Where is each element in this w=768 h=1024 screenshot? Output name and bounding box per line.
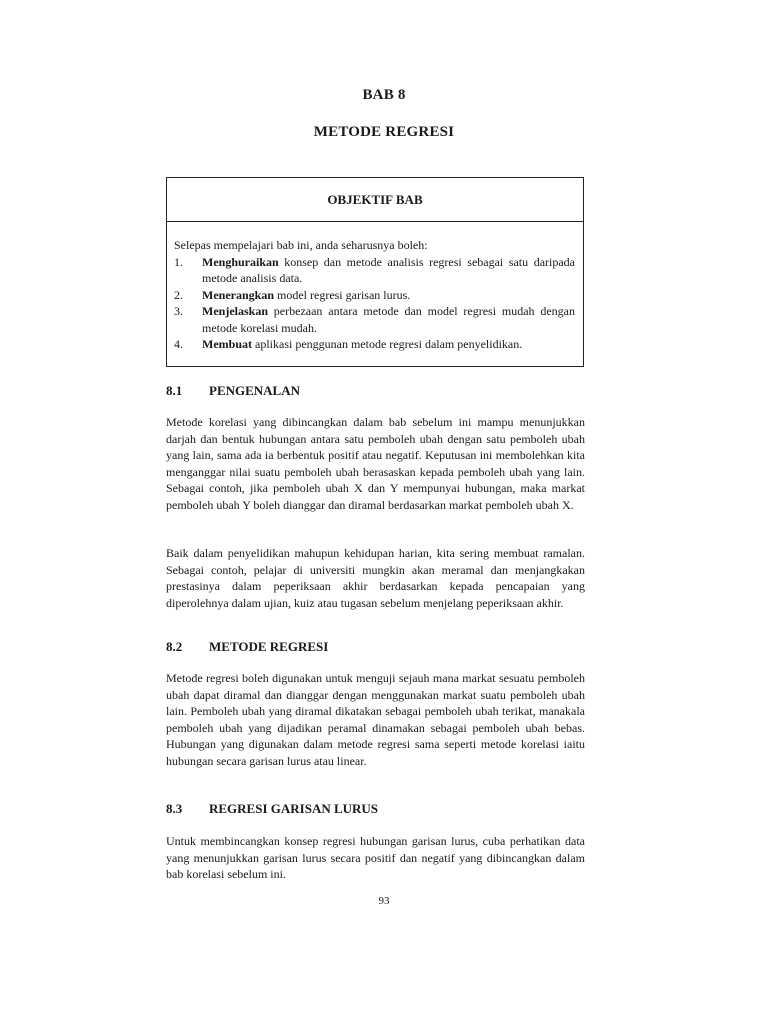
objective-item <box>174 287 575 304</box>
section-title: PENGENALAN <box>209 383 301 398</box>
objective-verb: Menerangkan <box>202 287 274 302</box>
section-title: REGRESI GARISAN LURUS <box>209 801 379 816</box>
objective-verb: Membuat <box>202 337 252 351</box>
section-number: 8.1 <box>166 383 183 398</box>
objective-text: konsep dan metode analisis regresi sebagai satu daripada metode analisis data. <box>202 254 575 285</box>
paragraph: Metode korelasi yang dibincangkan dalam bab sebelum ini mampu menunjukkan darjah dan bentuk hubungan antara satu pemboleh ubah dengan satu pemboleh ubah yang lain, sama ada ia berbentuk positif atau negatif. Keputusan ini membolehkan kita menganggar nilai suatu pemboleh ubah berasaskan kepada pemboleh ubah yang lain. Sebagai contoh, jika pemboleh ubah X dan Y mempunyai hubungan, maka markat pemboleh ubah Y boleh dianggar dan diramal berdasarkan markat pemboleh ubah X. <box>166 415 585 512</box>
objective-number: 1. <box>174 254 183 269</box>
objective-item <box>174 254 575 287</box>
objective-number: 2. <box>174 287 183 302</box>
chapter-number: BAB 8 <box>362 87 406 103</box>
objectives-list <box>174 254 575 353</box>
objective-text: perbezaan antara metode dan model regresi mudah dengan metode korelasi mudah. <box>202 304 575 335</box>
paragraph: Baik dalam penyelidikan mahupun kehidupan harian, kita sering membuat ramalan. Sebagai contoh, pelajar di universiti mungkin akan meramal dan menjangkakan prestasinya dalam peperiksaan akhir berdasarkan kepada pencapaian yang diperolehnya dalam ujian, kuiz atau tugasan sebelum menjelang peperiksaan akhir. <box>166 546 585 610</box>
objective-number: 4. <box>174 337 183 351</box>
objectives-box <box>166 177 584 367</box>
paragraph: Untuk membincangkan konsep regresi hubungan garisan lurus, cuba perhatikan data yang menunjukkan garisan lurus secara positif dan negatif yang dibincangkan dalam bab korelasi sebelum ini. <box>166 834 585 881</box>
objective-verb: Menjelaskan <box>202 304 268 318</box>
objective-number: 3. <box>174 304 183 318</box>
objectives-intro: Selepas mempelajari bab ini, anda seharusnya boleh: <box>174 238 428 252</box>
paragraph: Metode regresi boleh digunakan untuk menguji sejauh mana markat sesuatu pemboleh ubah dapat diramal dan dianggar dengan menggunakan markat suatu pemboleh ubah lain. Pemboleh ubah yang diramal dikatakan sebagai pemboleh ubah terikat, manakala pemboleh ubah yang dijadikan peramal dinamakan sebagai pemboleh ubah bebas. Hubungan yang digunakan dalam metode regresi sama seperti metode korelasi iaitu hubungan secara garisan lurus atau linear. <box>166 671 585 768</box>
section-number: 8.2 <box>166 639 183 654</box>
objective-text: aplikasi penggunan metode regresi dalam penyelidikan. <box>252 337 523 351</box>
objectives-body <box>167 222 583 353</box>
page-number: 93 <box>378 895 390 907</box>
objective-item <box>174 303 575 336</box>
section-heading-8-1 <box>166 383 586 399</box>
objectives-heading: OBJEKTIF BAB <box>167 178 583 222</box>
objective-verb: Menghuraikan <box>202 254 279 269</box>
objective-text: model regresi garisan lurus. <box>274 287 411 302</box>
section-number: 8.3 <box>166 801 183 816</box>
chapter-title: METODE REGRESI <box>313 124 455 140</box>
section-heading-8-3 <box>166 801 586 817</box>
objective-item <box>174 336 575 353</box>
section-title: METODE REGRESI <box>209 639 329 654</box>
section-heading-8-2 <box>166 639 586 655</box>
